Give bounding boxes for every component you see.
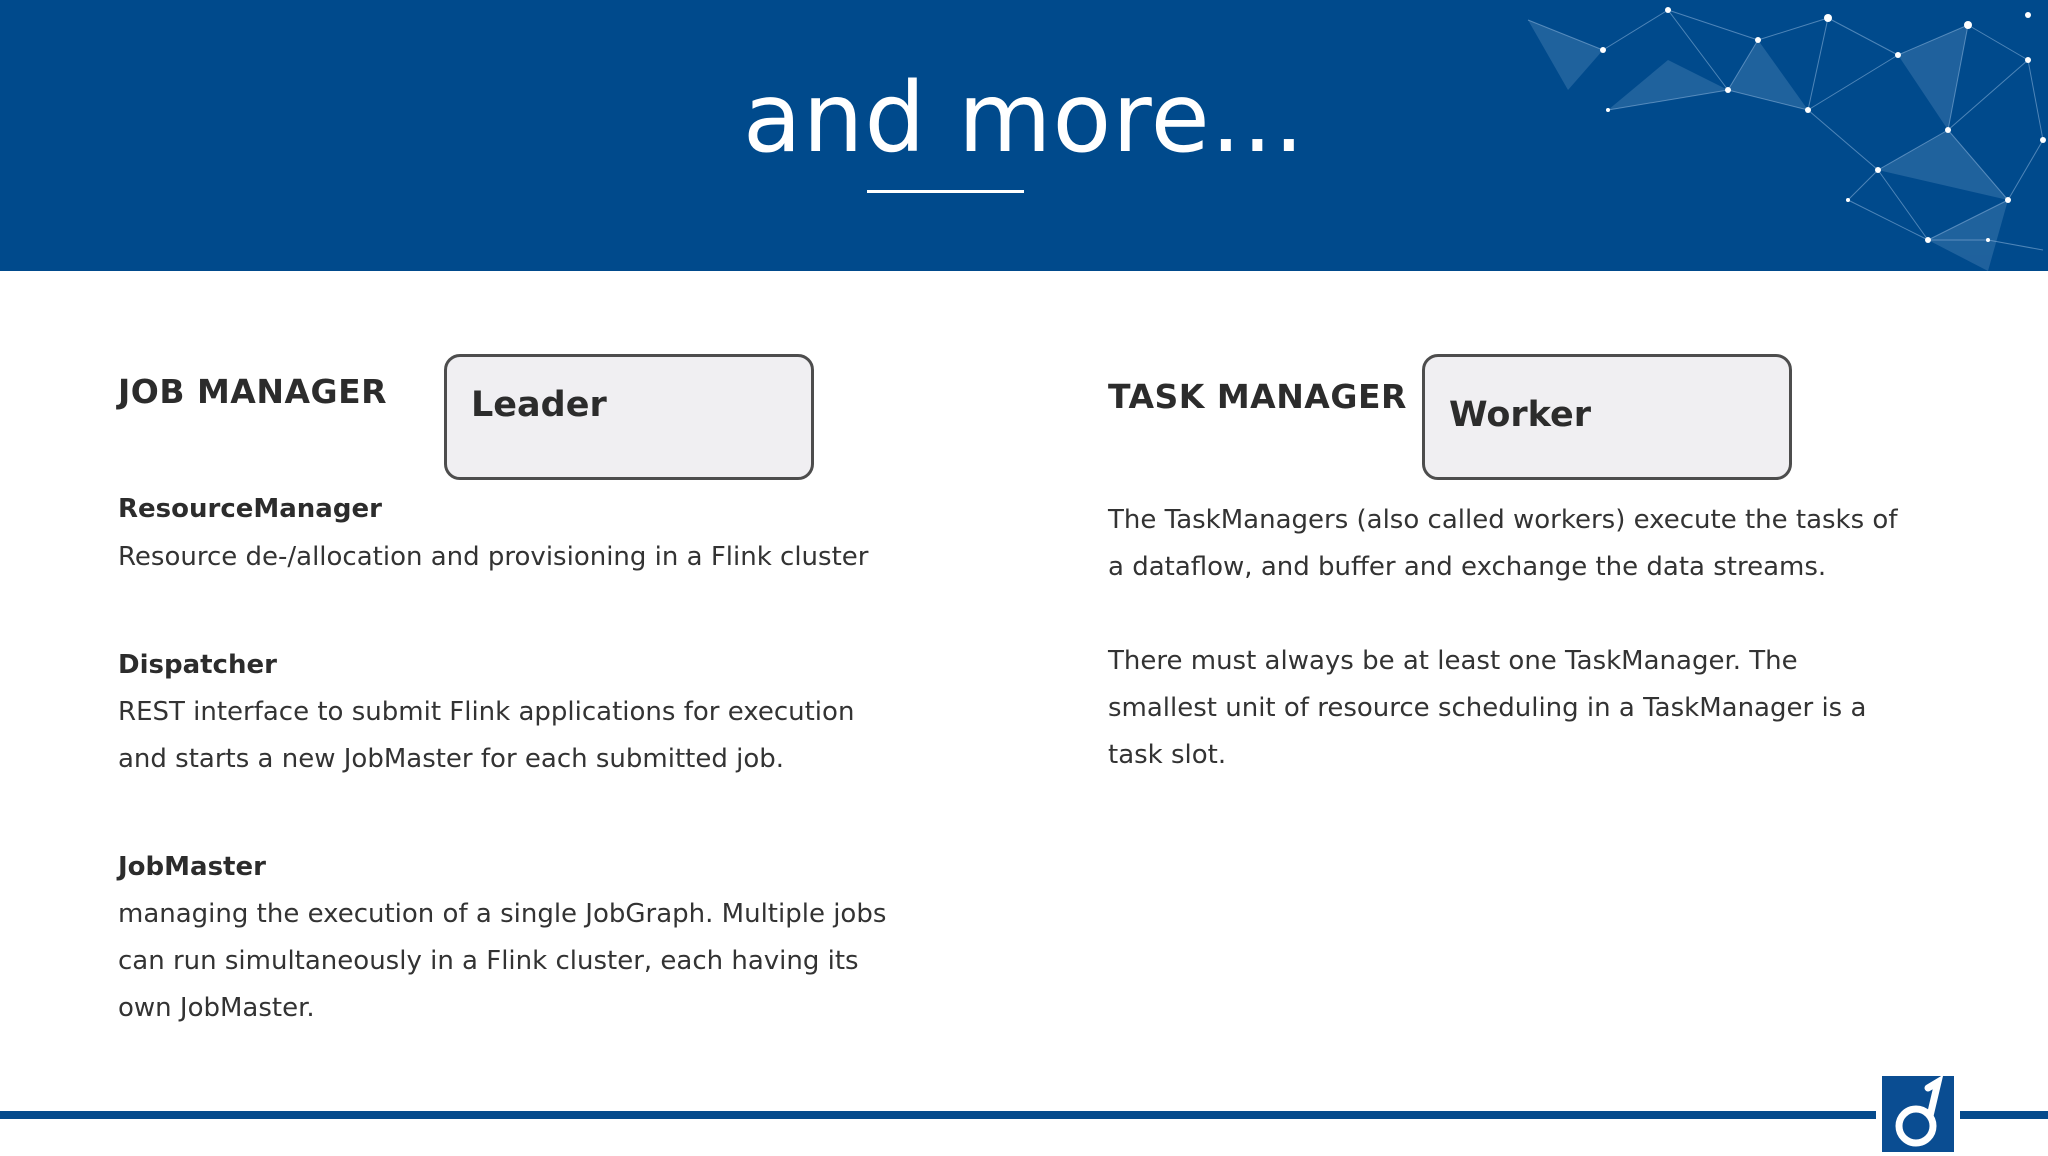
worker-label: Worker bbox=[1449, 395, 1591, 435]
company-logo bbox=[1876, 1068, 1960, 1152]
resource-manager-title: ResourceManager bbox=[118, 494, 382, 524]
header-banner bbox=[0, 0, 2048, 271]
footer-line bbox=[0, 1111, 2048, 1119]
slide-title: and more... bbox=[742, 62, 1306, 174]
dispatcher-title: Dispatcher bbox=[118, 650, 277, 680]
jobmaster-text: managing the execution of a single JobGraph. Multiple jobs can run simultaneously in a Flink cluster, each having its own JobMaster. bbox=[118, 899, 887, 1023]
taskmanager-paragraph-1: The TaskManagers (also called workers) execute the tasks of a dataflow, and buffer and exchange the data streams. bbox=[1108, 505, 1898, 582]
leader-box bbox=[444, 354, 814, 480]
title-underline bbox=[867, 190, 1024, 193]
resource-manager-text: Resource de-/allocation and provisioning in a Flink cluster bbox=[118, 542, 869, 572]
job-manager-heading: JOB MANAGER bbox=[118, 372, 388, 411]
logo-icon bbox=[1876, 1068, 1960, 1152]
leader-label: Leader bbox=[471, 385, 607, 425]
jobmaster-title: JobMaster bbox=[118, 852, 266, 882]
dispatcher-text: REST interface to submit Flink applications for execution and starts a new JobMaster for each submitted job. bbox=[118, 697, 855, 774]
taskmanager-paragraph-2: There must always be at least one TaskManager. The smallest unit of resource scheduling in a TaskManager is a task slot. bbox=[1108, 646, 1867, 770]
worker-box bbox=[1422, 354, 1792, 480]
task-manager-heading: TASK MANAGER bbox=[1108, 377, 1407, 416]
